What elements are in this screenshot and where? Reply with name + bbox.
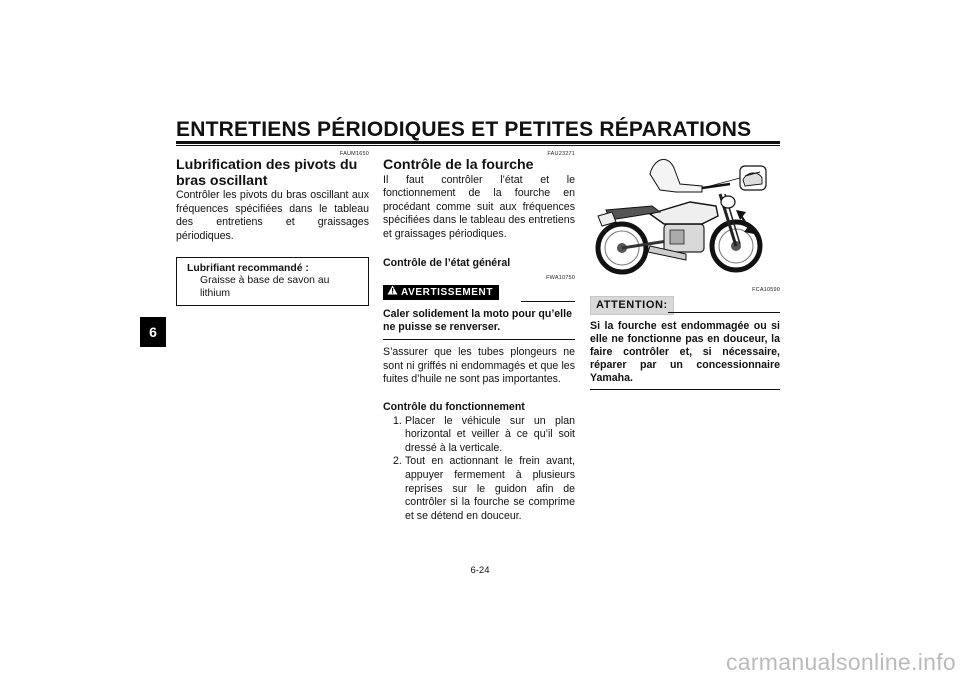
header-rule — [176, 141, 780, 144]
column-swingarm — [176, 150, 369, 306]
section-heading: Lubrification des pivots du bras oscillant — [176, 157, 358, 189]
step-number: 2. — [393, 455, 402, 468]
step-number: 1. — [393, 414, 402, 427]
section-code: FAUM1650 — [339, 151, 369, 157]
attention-label: ATTENTION: — [590, 296, 674, 315]
attention-banner — [590, 296, 780, 314]
header-rule-thin — [176, 145, 780, 146]
hand-brake-icon — [740, 166, 766, 190]
column-attention — [590, 150, 780, 396]
warning-text: Caler solidement la moto pour qu’elle ne puisse se renverser. — [383, 308, 572, 334]
step-text: Tout en actionnant le frein avant, appuyer fermement à plusieurs reprises sur le guidon afin de contrôler si la fourche se comprime et se détend en douceur. — [405, 455, 575, 522]
warning-triangle-icon — [387, 285, 398, 300]
chapter-tab: 6 — [140, 317, 166, 347]
subheading-general: Contrôle de l’état général — [383, 256, 511, 269]
page-number: 6-24 — [470, 565, 490, 576]
warning-label — [383, 285, 499, 300]
attention-rule — [668, 312, 780, 313]
lubricant-value: Graisse à base de savon au lithium — [200, 275, 330, 299]
attention-end-rule — [590, 389, 780, 390]
warning-rule — [521, 301, 575, 302]
list-item — [383, 415, 575, 456]
section-paragraph: Il faut contrôler l’état et le fonctionnement de la fourche en procédant comme suit aux fréquences spécifiées dans le tableau des entretiens et graissages périodiques. — [383, 173, 575, 240]
motorcycle-illustration — [590, 150, 780, 282]
warning-end-rule — [383, 339, 575, 340]
section-paragraph-2: S’assurer que les tubes plongeurs ne sont ni griffés ni endommagés et que les fuites d’huile ne sont pas importantes. — [383, 346, 575, 386]
watermark: carmanualsonline.info — [725, 649, 956, 675]
steps-list — [383, 415, 575, 524]
section-paragraph: Contrôler les pivots du bras oscillant aux fréquences spécifiées dans le tableau des entretiens et graissages périodiques. — [176, 189, 369, 242]
motorcycle-figure — [590, 150, 780, 293]
chapter-title: ENTRETIENS PÉRIODIQUES ET PETITES RÉPARATIONS — [176, 118, 752, 141]
list-item — [383, 455, 575, 523]
section-code: FAU23271 — [547, 151, 575, 157]
subheading-operation: Contrôle du fonctionnement — [383, 400, 525, 413]
warning-code: FWA10750 — [546, 275, 575, 282]
step-text: Placer le véhicule sur un plan horizontal et veiller à ce qu’il soit dressé à la verticale. — [405, 414, 575, 454]
warning-label-text: AVERTISSEMENT — [401, 287, 494, 299]
warning-banner — [383, 282, 575, 298]
lubricant-title: Lubrifiant recommandé : — [187, 262, 309, 274]
lubricant-box — [176, 257, 369, 307]
figure-code: FCA10590 — [752, 287, 780, 293]
section-heading: Contrôle de la fourche — [383, 157, 534, 173]
column-fork — [383, 150, 575, 523]
attention-text: Si la fourche est endommagée ou si elle ne fonctionne pas en douceur, la faire contrôler et, si nécessaire, réparer par un concessionnaire Yamaha. — [590, 320, 780, 384]
